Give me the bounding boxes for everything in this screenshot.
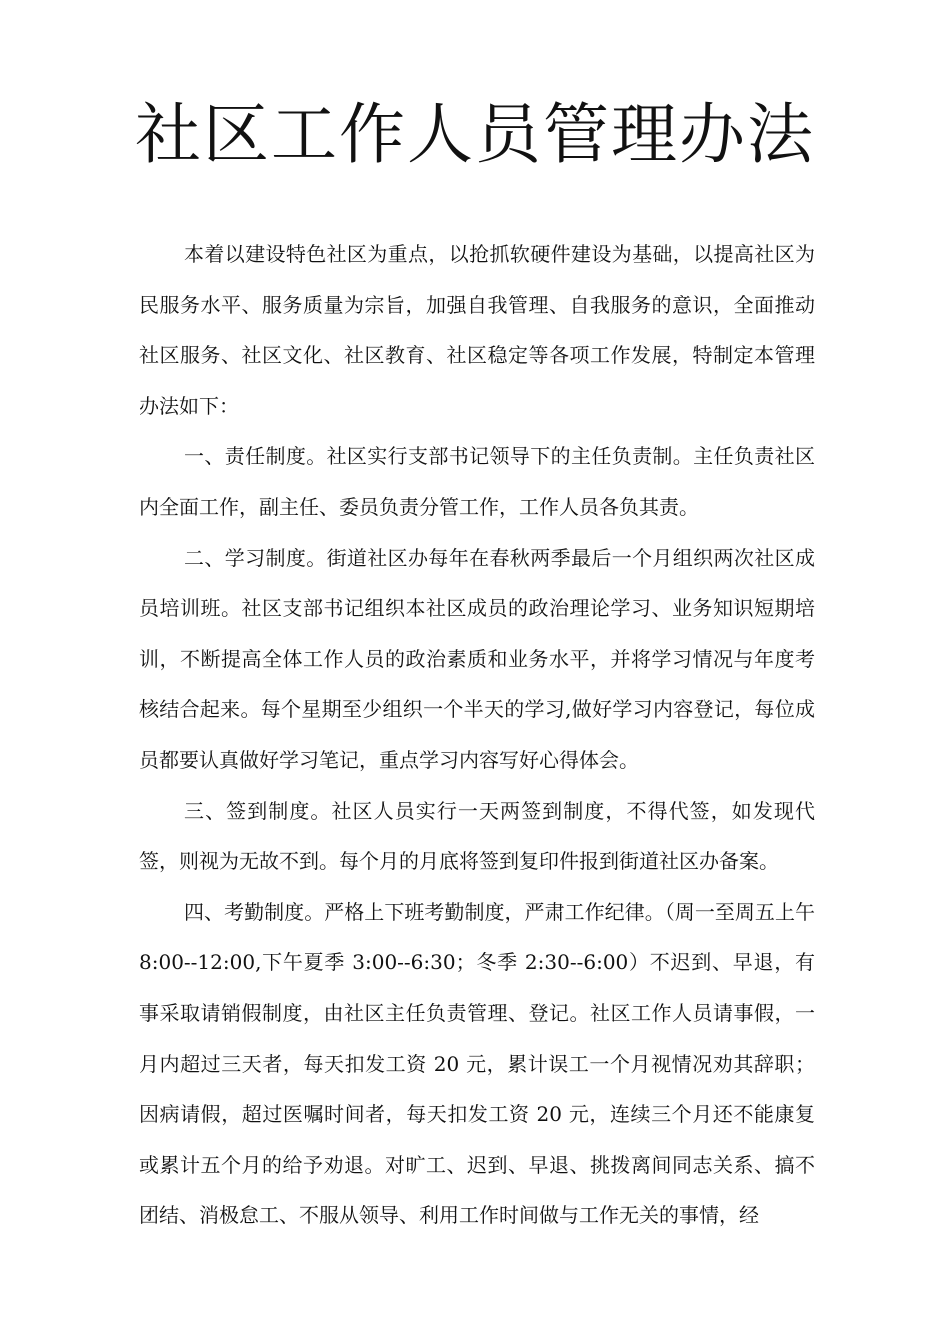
paragraph-sign-in-system: 三、签到制度。社区人员实行一天两签到制度，不得代签，如发现代签，则视为无故不到。每个月的月底将签到复印件报到街道社区办备案。 (139, 798, 815, 874)
paragraph-attendance-system: 四、考勤制度。严格上下班考勤制度，严肃工作纪律。（周一至周五上午 8:00--12:00,下午夏季 3:00--6:30；冬季 2:30--6:00）不迟到、早退，有事采取请销假制度，由社区主任负责管理、登记。社区工作人员请事假，一月内超过三天者，每天扣发工资 20 元，累计误工一个月视情况劝其辞职；因病请假，超过医嘱时间者，每天扣发工资 20 元，连续三个月还不能康复或累计五个月的给予劝退。对旷工、迟到、早退、挑拨离间同志关系、搞不团结、消极怠工、不服从领导、利用工作时间做与工作无关的事情，经 (139, 899, 815, 1228)
paragraph-study-system: 二、学习制度。街道社区办每年在春秋两季最后一个月组织两次社区成员培训班。社区支部书记组织本社区成员的政治理论学习、业务知识短期培训，不断提高全体工作人员的政治素质和业务水平，并将学习情况与年度考核结合起来。每个星期至少组织一个半天的学习,做好学习内容登记，每位成员都要认真做好学习笔记，重点学习内容写好心得体会。 (139, 545, 815, 772)
paragraph-intro: 本着以建设特色社区为重点，以抢抓软硬件建设为基础，以提高社区为民服务水平、服务质量为宗旨，加强自我管理、自我服务的意识，全面推动社区服务、社区文化、社区教育、社区稳定等各项工作发展，特制定本管理办法如下： (139, 242, 815, 418)
document-body (139, 229, 815, 1241)
document-title: 社区工作人员管理办法 (135, 96, 815, 173)
paragraph-responsibility-system: 一、责任制度。社区实行支部书记领导下的主任负责制。主任负责社区内全面工作，副主任、委员负责分管工作，工作人员各负其责。 (139, 444, 815, 519)
